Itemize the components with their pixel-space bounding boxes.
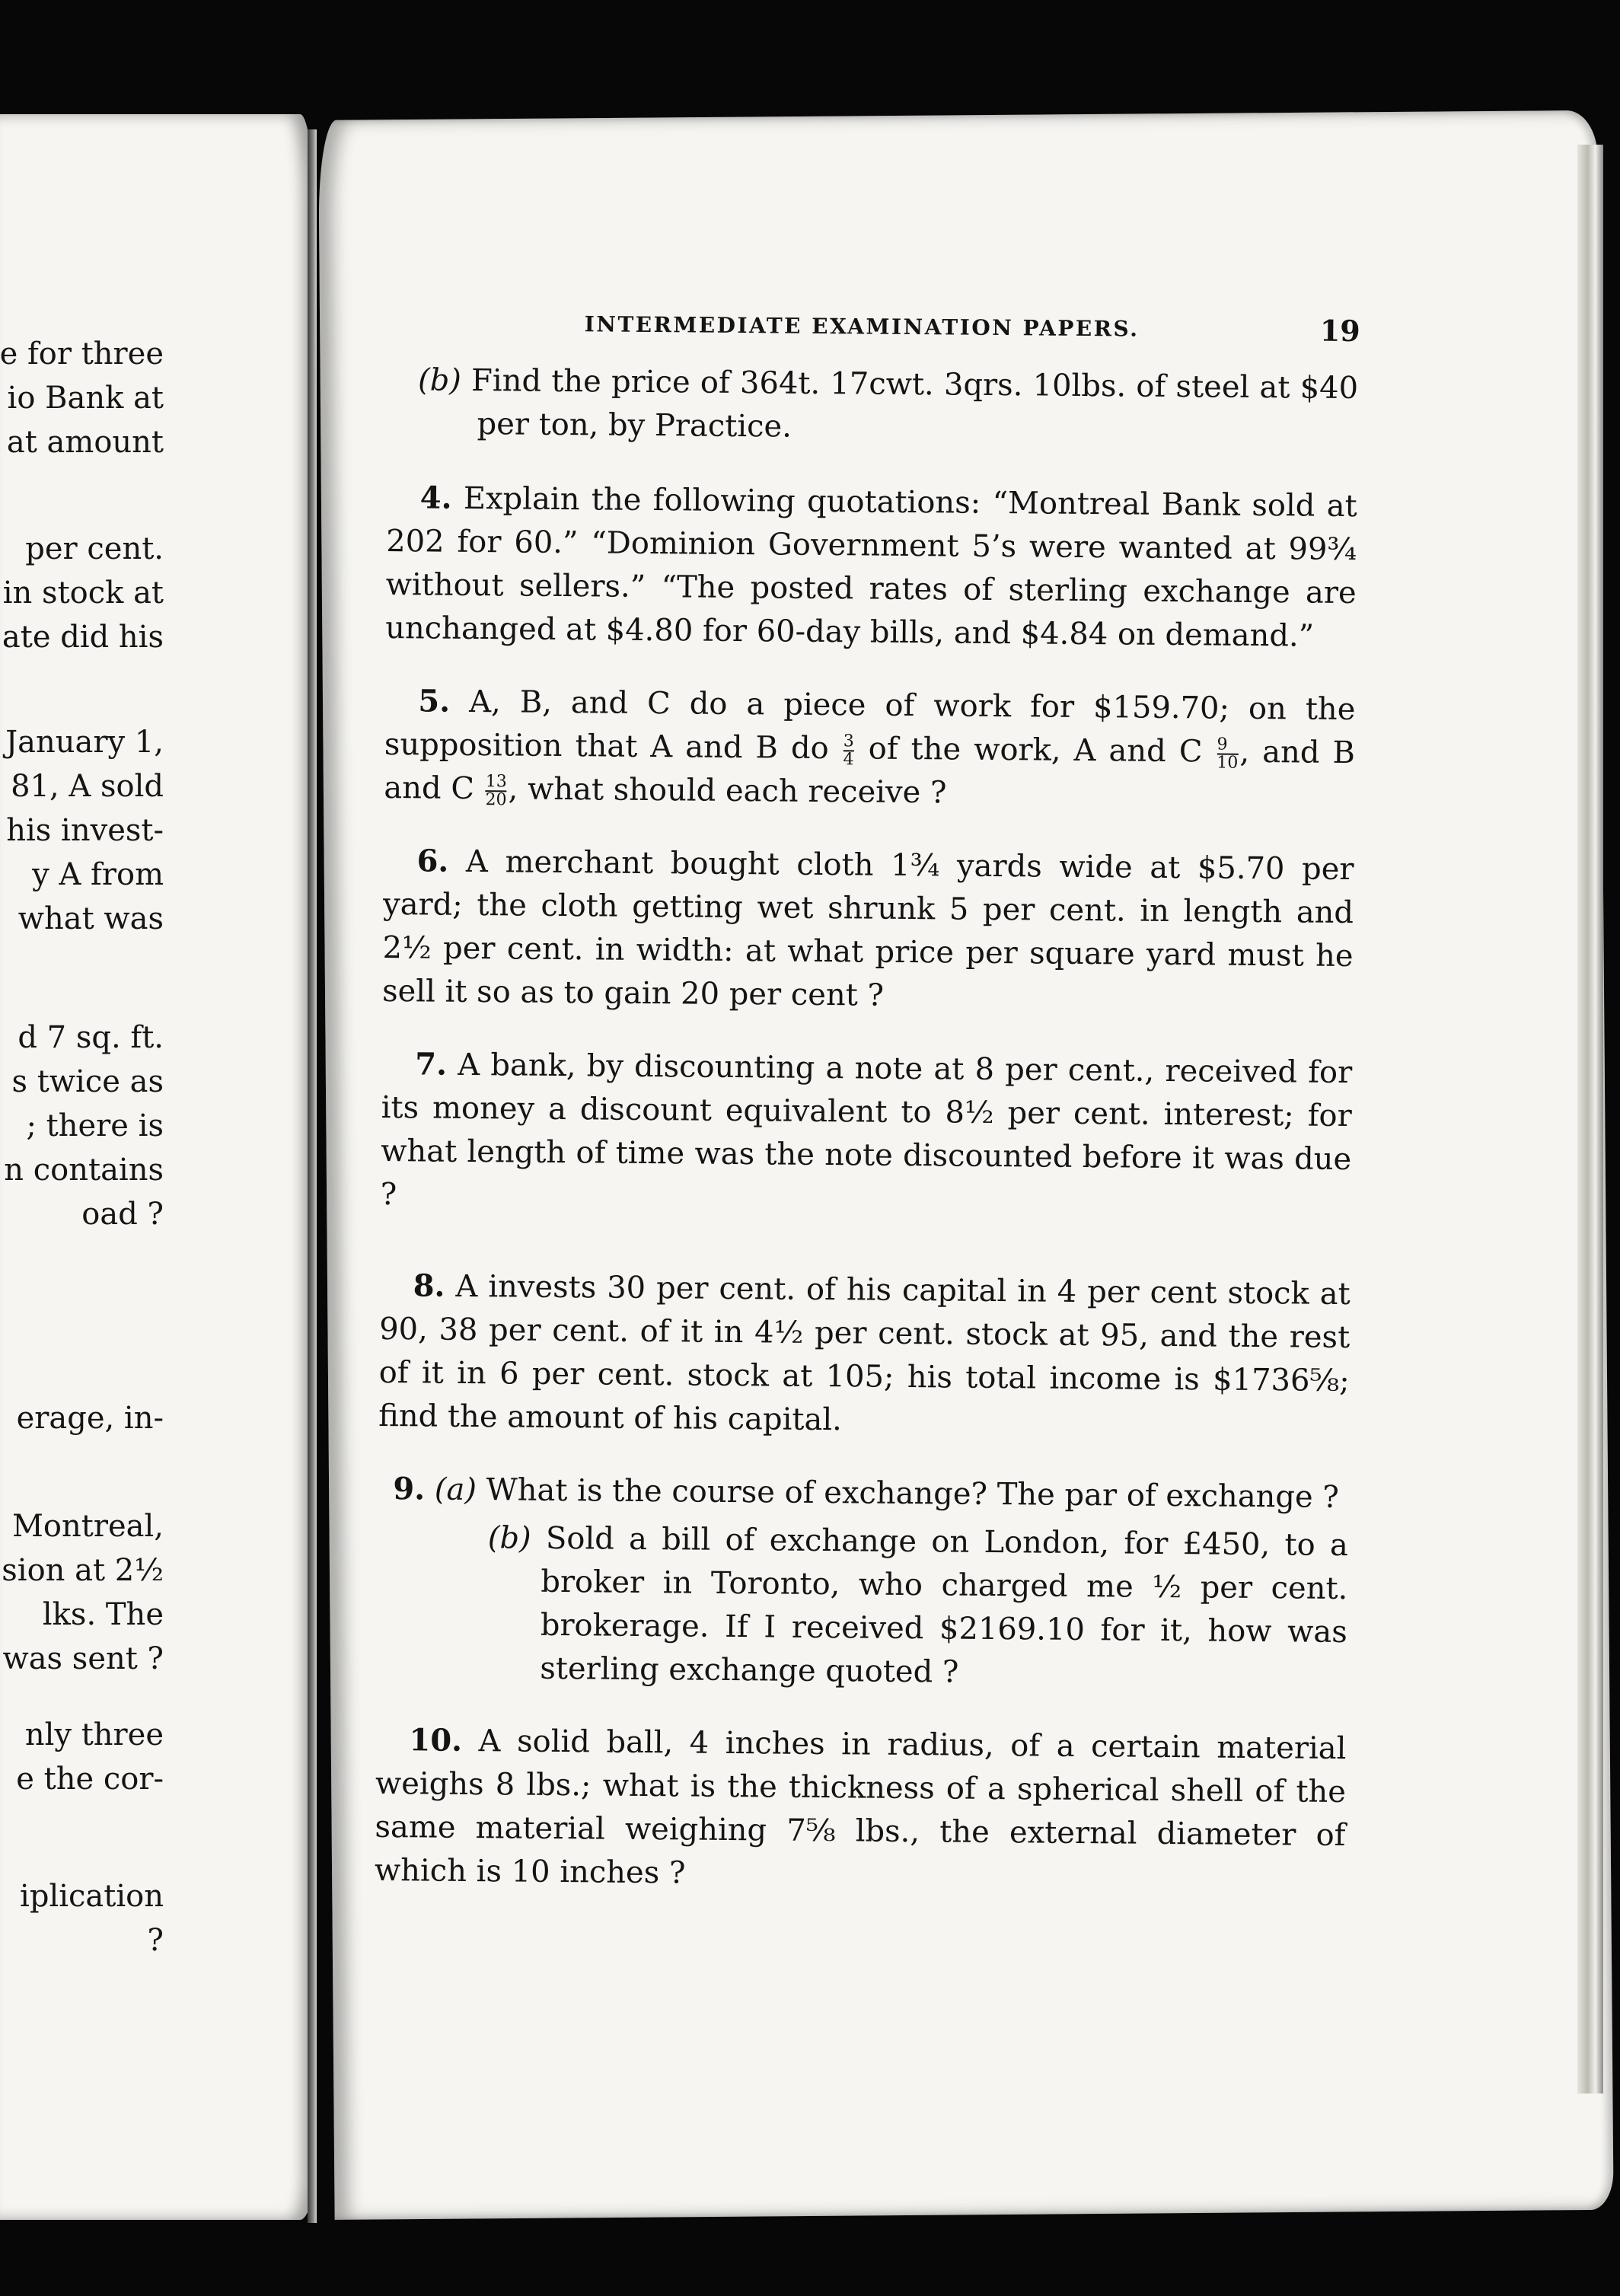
question-text: , what should each receive ? [508, 771, 947, 811]
fraction: $\frac{13}{20}$ [485, 772, 507, 810]
question-9b [376, 1516, 1348, 1698]
left-line: what was [18, 901, 164, 936]
left-line: ; there is [26, 1108, 164, 1143]
question-number: 9. [393, 1471, 426, 1507]
left-line: n contains [4, 1153, 164, 1188]
fraction: $\frac{9}{10}$ [1217, 735, 1239, 773]
left-line: sion at 2½ [2, 1553, 164, 1588]
left-line: at amount [6, 425, 164, 460]
question-number: 10. [409, 1722, 463, 1759]
left-line: Montreal, [11, 1509, 164, 1544]
left-line: his invest- [6, 813, 164, 848]
running-head: INTERMEDIATE EXAMINATION PAPERS. [584, 311, 1140, 342]
left-line: d 7 sq. ft. [18, 1020, 164, 1055]
left-line: erage, in- [16, 1401, 164, 1436]
left-line: January 1, [5, 725, 164, 760]
question-text: A, B, and C do a piece of work for $159.70; on the supposition that A and B do [384, 684, 1356, 767]
question-5 [384, 679, 1355, 818]
left-line: e the cor- [16, 1762, 164, 1797]
left-line: 81, A sold [11, 769, 164, 804]
question-number: 7. [415, 1046, 448, 1083]
page-number: 19 [1319, 313, 1360, 349]
part-label: (b) [417, 362, 462, 398]
left-line: ate did his [2, 620, 164, 655]
left-line: was sent ? [2, 1641, 164, 1676]
question-text: A invests 30 per cent. of his capital in 4 per cent stock at 90, 38 per cent. of it in 4½ per cent. stock at 95, and the rest of it in 6 per cent. stock at 105; his total income is $1736⅝; find the amount of his capital. [378, 1268, 1351, 1438]
left-line: in stock at [2, 576, 164, 611]
question-text: A merchant bought cloth 1¾ yards wide at $5.70 per yard; the cloth getting wet shrunk 5 per cent. in length and 2½ per cent. in width: at what price per square yard must he sell it so as to gain 20 per cent ? [381, 843, 1354, 1013]
question-number: 5. [418, 683, 451, 719]
question-text: Find the price of 364t. 17cwt. 3qrs. 10lbs. of steel at $40 per ton, by Practice. [470, 362, 1359, 445]
question-text: What is the course of exchange? The par of exchange ? [486, 1472, 1340, 1515]
left-page-text [0, 332, 171, 2007]
left-line: s twice as [11, 1064, 164, 1099]
right-page-text [375, 301, 1359, 1901]
left-line: oad ? [81, 1197, 164, 1232]
left-line: y A from [32, 857, 164, 892]
question-8 [378, 1264, 1351, 1446]
question-4 [385, 476, 1357, 659]
left-line: io Bank at [7, 381, 164, 416]
question-text: A bank, by discounting a note at 8 per cent., received for its money a discount equivalent to 8½ per cent. interest; for what length of time was the note discounted before it was due ? [380, 1047, 1353, 1213]
question-text: Sold a bill of exchange on London, for £450, to a broker in Toronto, who charged me ½ per cent. brokerage. If I received $2169.10 for it, how was sterling exchange quoted ? [540, 1520, 1348, 1690]
question-text: Explain the following quotations: “Montreal Bank sold at 202 for 60.” “Dominion Government 5’s were wanted at 99¾ without sellers.” “The posted rates of sterling exchange are unchanged at $4.80 for 60-day bills, and $4.84 on demand.” [385, 480, 1357, 654]
part-label: (b) [487, 1520, 531, 1556]
question-number: 8. [413, 1268, 445, 1304]
fraction: $\frac{3}{4}$ [843, 732, 854, 770]
question-number: 4. [419, 480, 452, 516]
question-9a [378, 1467, 1348, 1520]
question-text: , and B and C [384, 734, 1356, 807]
question-text: of the work, A and C [868, 731, 1203, 770]
question-3b [387, 359, 1358, 454]
question-7 [381, 1042, 1353, 1225]
left-line: iplication [20, 1879, 164, 1914]
left-line: per cent. [25, 531, 164, 566]
part-label: (a) [434, 1472, 477, 1508]
question-6 [382, 839, 1354, 1022]
page-edge [1577, 145, 1603, 2094]
book-gutter [308, 129, 317, 2223]
page-header [387, 301, 1359, 367]
left-line: ? [147, 1923, 164, 1958]
question-text: A solid ball, 4 inches in radius, of a certain material weighs 8 lbs.; what is the thickness of a spherical shell of the same material weighing 7⅝ lbs., the external diameter of which is 10 inches ? [374, 1724, 1347, 1891]
left-line: lks. The [42, 1597, 164, 1632]
left-line: nly three [24, 1717, 164, 1752]
left-line: e for three [0, 336, 164, 372]
question-number: 6. [416, 843, 449, 879]
question-10 [375, 1718, 1347, 1901]
